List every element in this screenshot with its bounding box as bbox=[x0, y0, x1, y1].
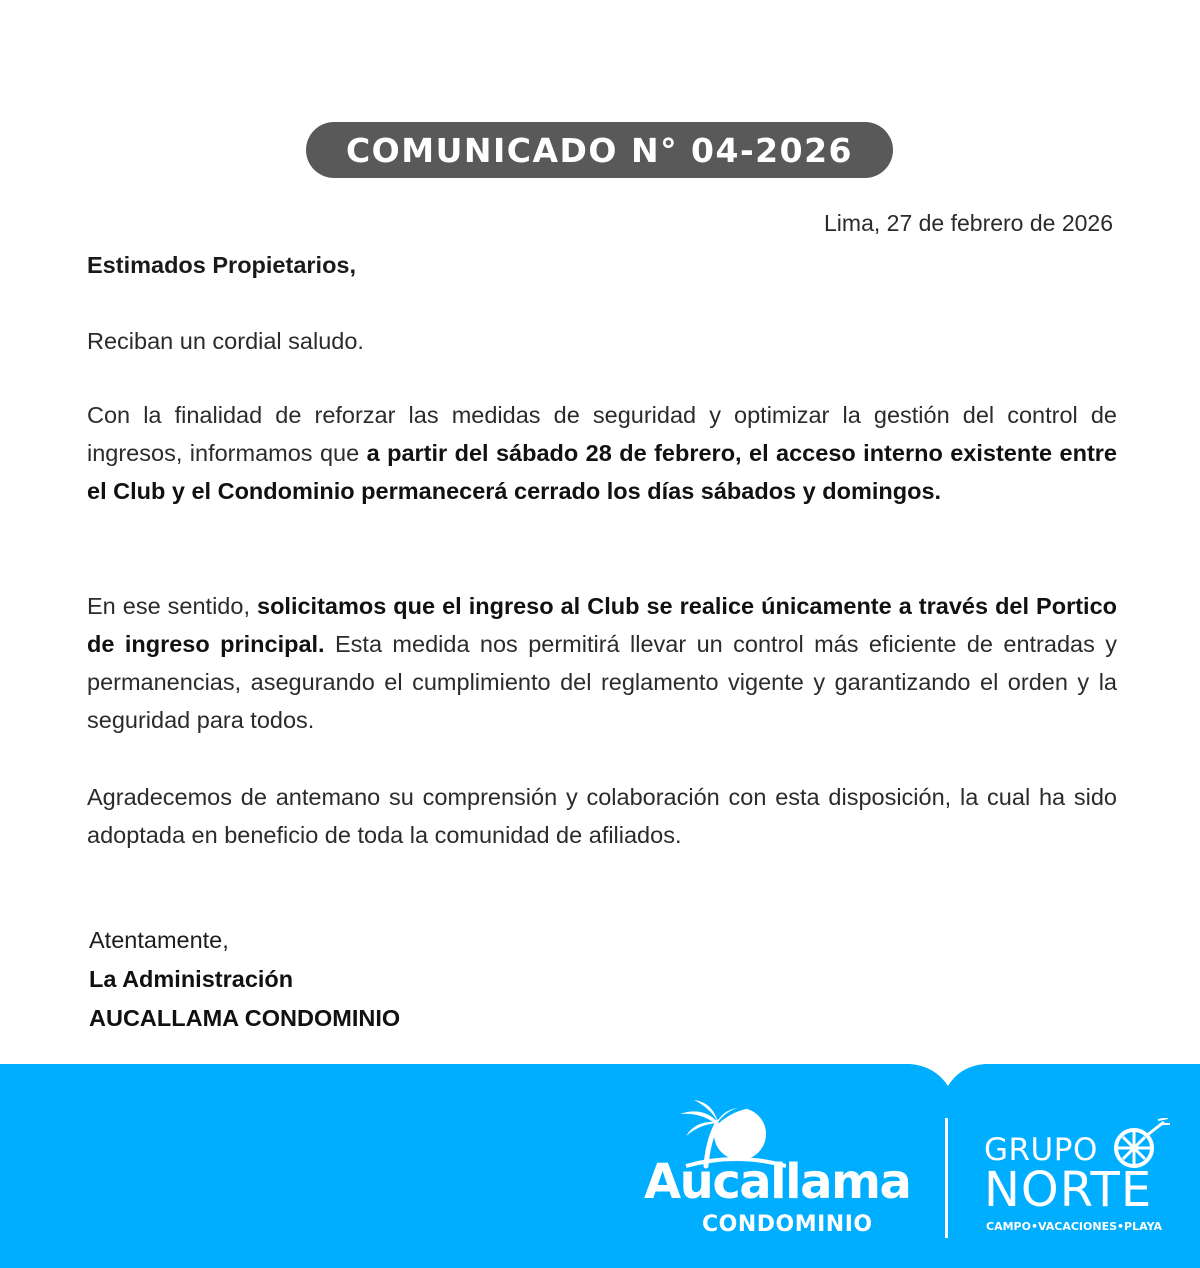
communique-title: COMUNICADO N° 04-2026 bbox=[306, 122, 893, 178]
letter-greeting: Estimados Propietarios, bbox=[87, 252, 357, 278]
aucallama-wordmark: Aucallama bbox=[644, 1154, 911, 1210]
letter-salutation: Reciban un cordial saludo. bbox=[87, 328, 364, 354]
closing-line: Atentamente, bbox=[89, 927, 229, 953]
paragraph-entry-rest: Esta medida nos permitirá llevar un control más eficiente de entradas y permanencias, asegurando el cumplimiento del reglamento vigente y garantizando el orden y la seguridad para todos. bbox=[87, 631, 1117, 733]
paragraph-entry-request bbox=[87, 587, 1117, 739]
grupo-norte-line2: NORTE bbox=[984, 1162, 1153, 1218]
paragraph-entry-intro: En ese sentido, bbox=[87, 593, 257, 619]
signature-organization: AUCALLAMA CONDOMINIO bbox=[89, 1005, 401, 1031]
grupo-norte-line1: GRUPO bbox=[984, 1132, 1098, 1168]
aucallama-logo bbox=[640, 1100, 915, 1260]
paragraph-closure-notice bbox=[87, 396, 1117, 510]
paragraph-closure-intro: Con la finalidad de reforzar las medidas de seguridad y optimizar la gestión del control de ingresos, informamos que bbox=[87, 402, 1117, 466]
letter-signature bbox=[89, 921, 400, 1038]
paragraph-thanks: Agradecemos de antemano su comprensión y colaboración con esta disposición, la cual ha sido adoptada en beneficio de toda la comunidad de afiliados. bbox=[87, 784, 1117, 848]
aucallama-subtitle: CONDOMINIO bbox=[702, 1212, 873, 1237]
grupo-norte-tagline: CAMPO•VACACIONES•PLAYA bbox=[986, 1220, 1162, 1233]
signature-administration: La Administración bbox=[89, 966, 294, 992]
logo-divider bbox=[945, 1118, 948, 1238]
paragraph-entry-highlight: solicitamos que el ingreso al Club se realice únicamente a través del Portico de ingreso principal. bbox=[87, 593, 1117, 657]
footer-band bbox=[0, 1064, 1200, 1268]
paragraph-closure-highlight: a partir del sábado 28 de febrero, el acceso interno existente entre el Club y el Condominio permanecerá cerrado los días sábados y domingos. bbox=[87, 440, 1118, 504]
letter-date: Lima, 27 de febrero de 2026 bbox=[824, 210, 1113, 236]
grupo-norte-logo bbox=[982, 1122, 1182, 1262]
